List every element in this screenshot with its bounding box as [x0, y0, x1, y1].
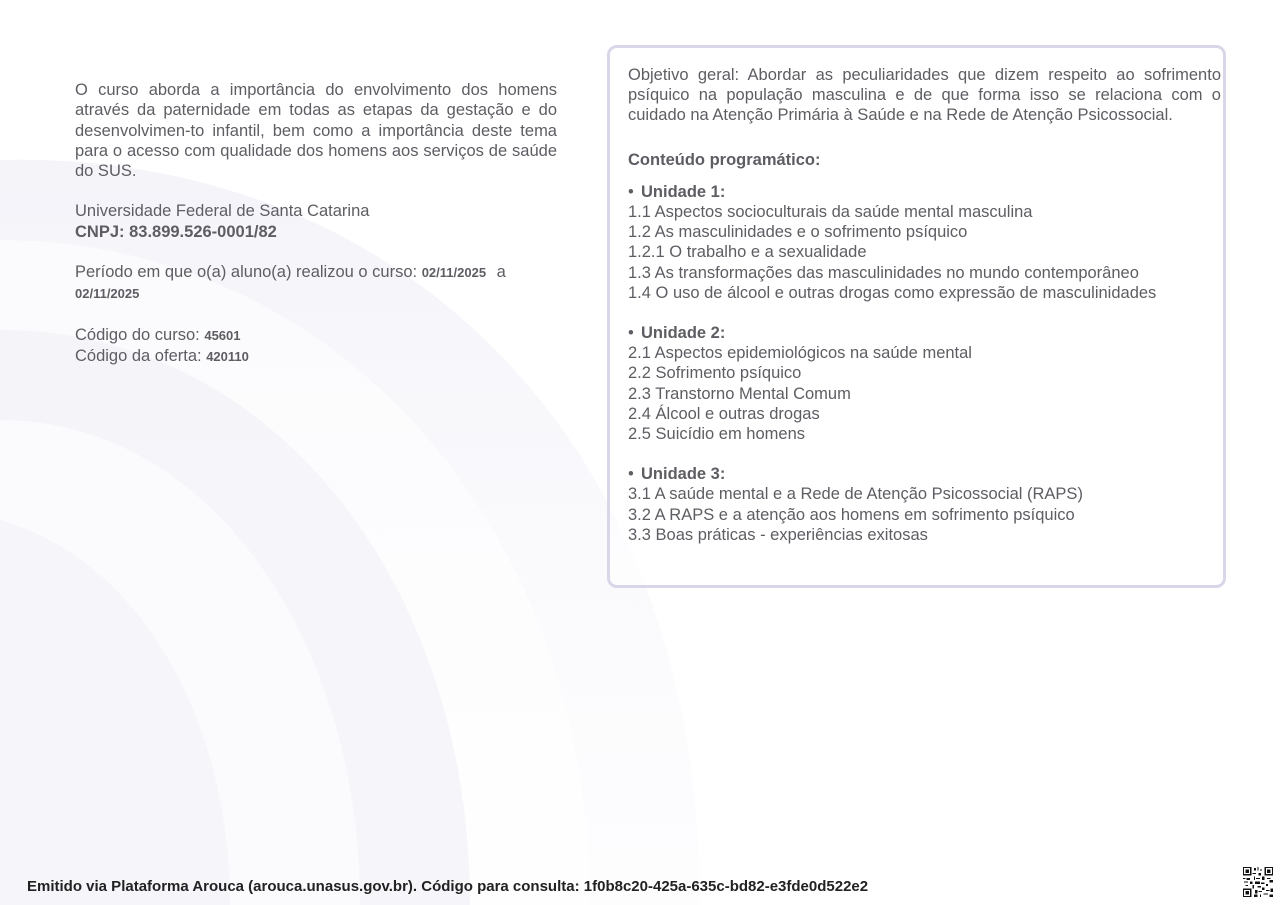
- program-box: [607, 45, 1226, 588]
- course-code-line: [75, 325, 557, 346]
- unit-1: [628, 182, 1221, 303]
- offer-code-value: 420110: [206, 348, 249, 364]
- list-item: 2.1 Aspectos epidemiológicos na saúde mental: [628, 344, 972, 363]
- period-start-date: 02/11/2025: [421, 265, 487, 281]
- list-item: 3.2 A RAPS e a atenção aos homens em sofrimento psíquico: [628, 505, 1075, 524]
- general-objective: Objetivo geral: Abordar as peculiaridades que dizem respeito ao sofrimento psíquico na população masculina e de que forma isso se relaciona com o cuidado na Atenção Primária à Saúde e na Rede de Atenção Psicossocial.: [628, 66, 1221, 125]
- university-name: Universidade Federal de Santa Catarina: [75, 202, 370, 221]
- unit-title: • Unidade 1:: [628, 182, 726, 201]
- unit-2: [628, 323, 1221, 444]
- qr-code-icon: [1243, 867, 1273, 897]
- list-item: 1.2 As masculinidades e o sofrimento psíquico: [628, 223, 968, 242]
- period-end-date: 02/11/2025: [75, 286, 140, 302]
- list-item: 1.4 O uso de álcool e outras drogas como expressão de masculinidades: [628, 283, 1157, 302]
- period-separator: a: [496, 263, 506, 282]
- list-item: 3.1 A saúde mental e a Rede de Atenção Psicossocial (RAPS): [628, 485, 1083, 504]
- list-item: 2.4 Álcool e outras drogas: [628, 404, 820, 423]
- list-item: 3.3 Boas práticas - experiências exitosas: [628, 525, 928, 544]
- program-title: Conteúdo programático:: [628, 150, 821, 169]
- bullet-icon: •: [628, 465, 634, 484]
- footer-issued-by: Emitido via Plataforma Arouca (arouca.unasus.gov.br). Código para consulta: 1f0b8c20-425a-635c-bd82-e3fde0d522e2: [27, 878, 869, 895]
- course-code-value: 45601: [204, 327, 241, 343]
- unit-3: [628, 464, 1221, 545]
- period-line: [75, 262, 557, 305]
- course-description: O curso aborda a importância do envolvimento dos homens através da paternidade em todas as etapas da gestação e do desenvolvimen-to infantil, bem como a importância deste tema para o acesso com qualidade dos homens aos serviços de saúde do SUS.: [75, 81, 557, 181]
- period-label: Período em que o(a) aluno(a) realizou o curso:: [75, 263, 418, 282]
- course-info: [75, 80, 557, 367]
- offer-code-label: Código da oferta:: [75, 346, 202, 365]
- unit-title: • Unidade 2:: [628, 324, 726, 343]
- list-item: 1.2.1 O trabalho e a sexualidade: [628, 243, 867, 262]
- course-code-label: Código do curso:: [75, 325, 200, 344]
- unit-title: • Unidade 3:: [628, 465, 726, 484]
- list-item: 2.5 Suicídio em homens: [628, 425, 806, 444]
- list-item: 2.3 Transtorno Mental Comum: [628, 384, 851, 403]
- bullet-icon: •: [628, 182, 634, 201]
- list-item: 1.3 As transformações das masculinidades no mundo contemporâneo: [628, 263, 1139, 282]
- bullet-icon: •: [628, 324, 634, 343]
- cnpj: CNPJ: 83.899.526-0001/82: [75, 222, 277, 241]
- list-item: 2.2 Sofrimento psíquico: [628, 364, 802, 383]
- list-item: 1.1 Aspectos socioculturais da saúde mental masculina: [628, 203, 1033, 222]
- offer-code-line: [75, 346, 557, 367]
